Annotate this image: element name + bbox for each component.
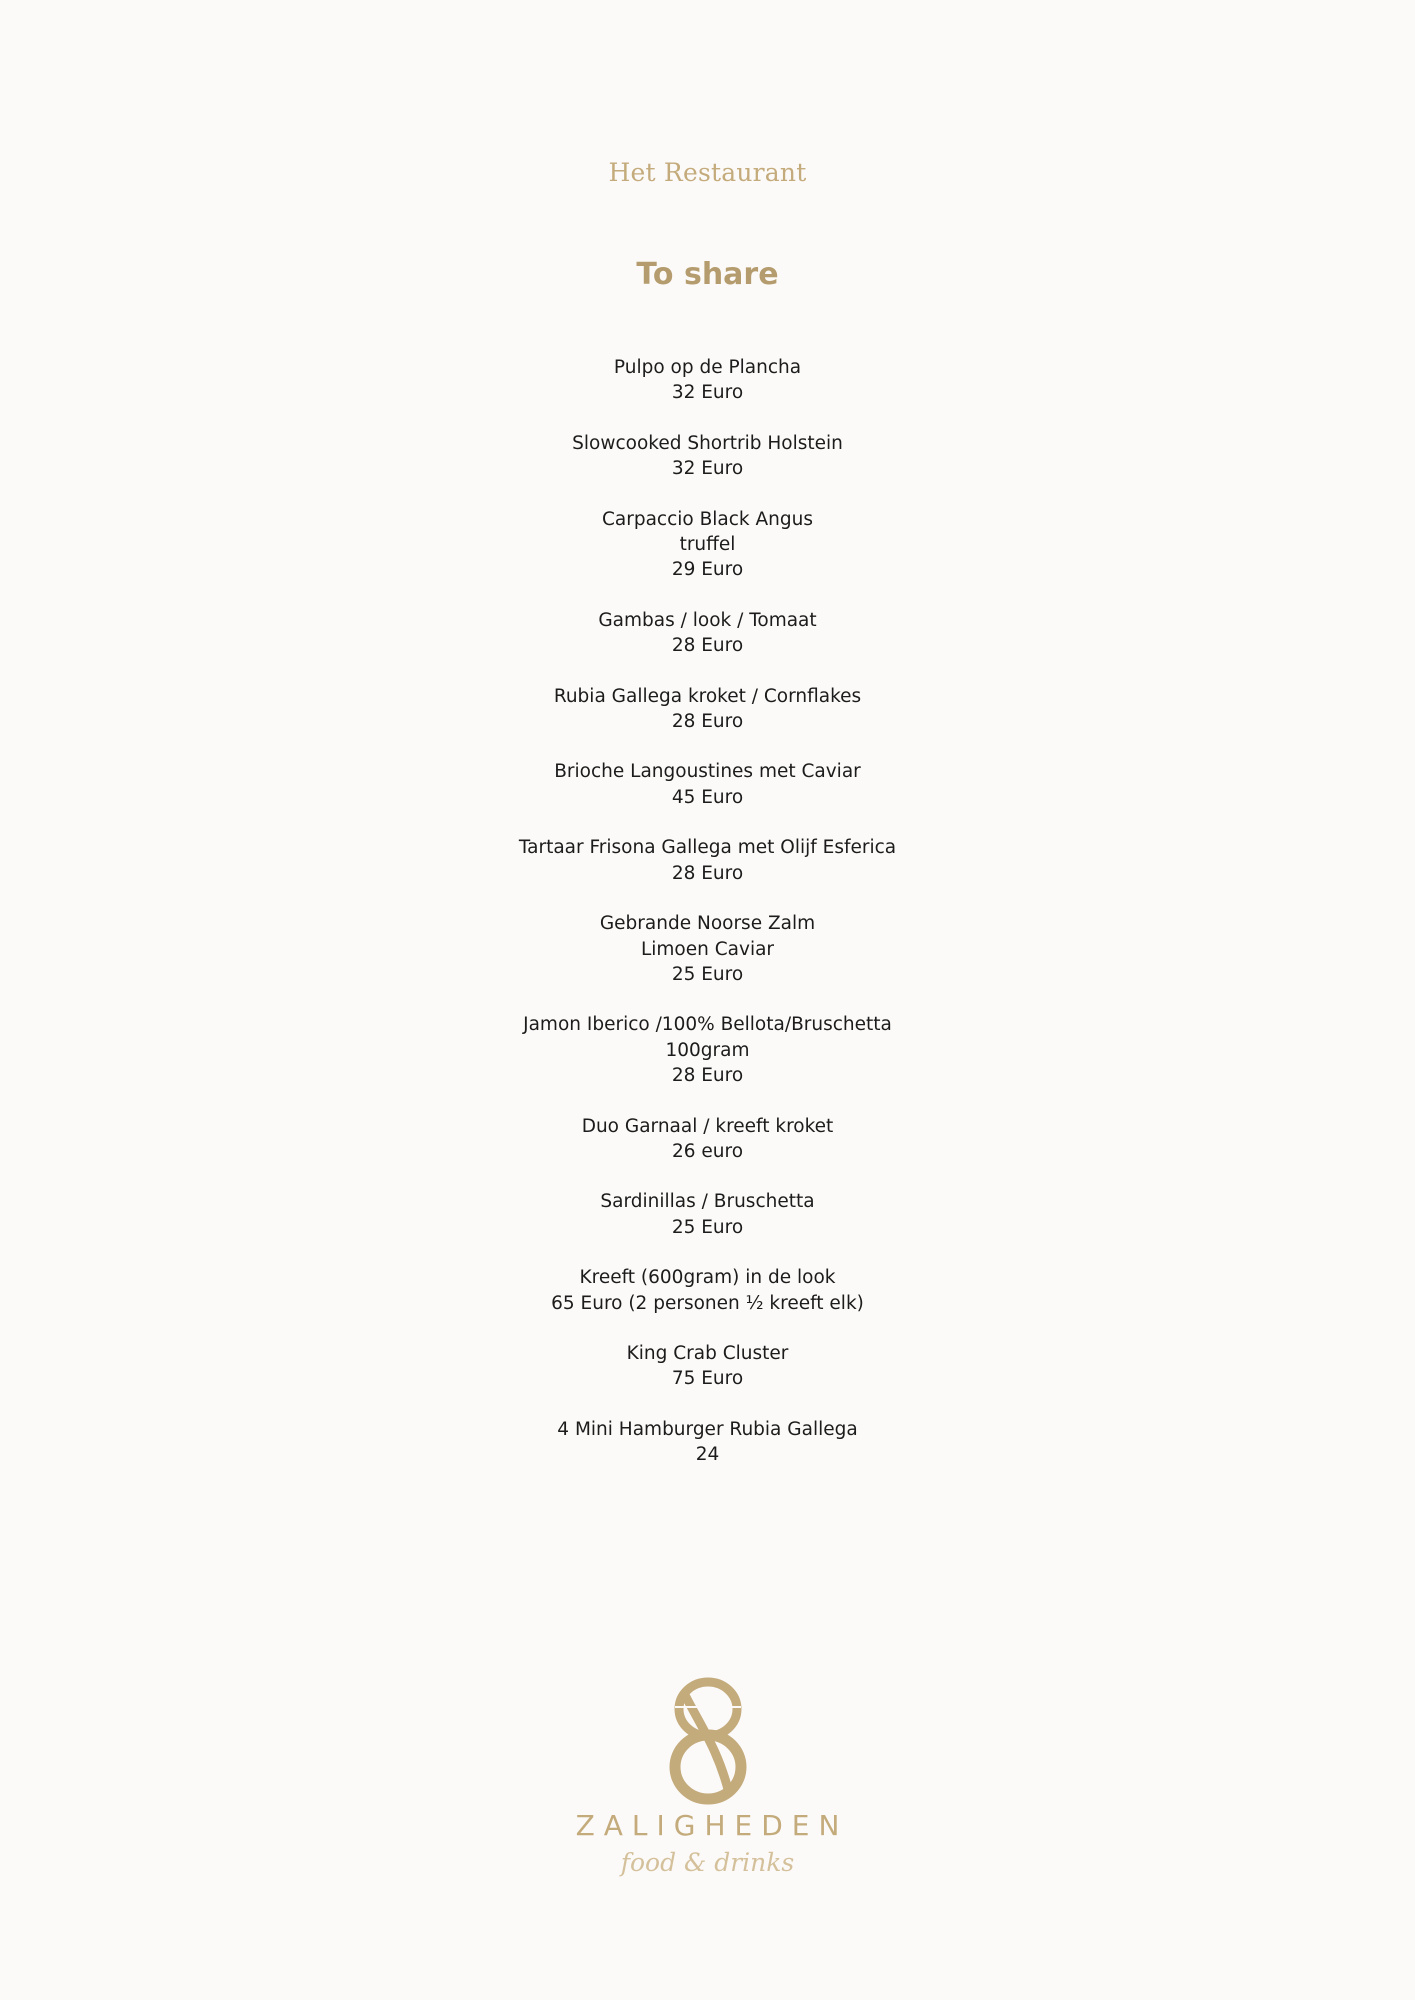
menu-item xyxy=(0,431,1415,482)
menu-item-price: 24 xyxy=(695,1444,720,1466)
menu-item xyxy=(0,911,1415,987)
menu-item-name: Jamon Iberico /100% Bellota/Bruschetta xyxy=(523,1014,892,1036)
section-title: To share xyxy=(636,257,779,292)
menu-item-name: Pulpo op de Plancha xyxy=(613,357,802,378)
menu-item-name: 4 Mini Hamburger Rubia Gallega xyxy=(557,1418,858,1440)
menu-item xyxy=(0,684,1415,735)
menu-item xyxy=(0,1012,1415,1088)
menu-item-name: Sardinillas / Bruschetta xyxy=(600,1191,815,1213)
menu-item xyxy=(0,1265,1415,1316)
menu-item-name: Kreeft (600gram) in de look xyxy=(579,1267,836,1289)
menu-item xyxy=(0,355,1415,406)
menu-item-price: 28 Euro xyxy=(671,1065,744,1087)
menu-list xyxy=(0,355,1415,1493)
menu-item xyxy=(0,507,1415,583)
menu-item-price: 28 Euro xyxy=(671,862,744,884)
menu-item xyxy=(0,759,1415,810)
menu-item-price: 26 euro xyxy=(671,1140,744,1162)
menu-item-price: 25 Euro xyxy=(671,1216,744,1238)
logo-eight-mark-icon xyxy=(663,1675,753,1805)
menu-item-name: Carpaccio Black Angus xyxy=(601,508,814,530)
zaligheden-logo xyxy=(0,1675,1415,1877)
menu-item xyxy=(0,1189,1415,1240)
page-header-title: Het Restaurant xyxy=(608,158,807,187)
menu-item xyxy=(0,1114,1415,1165)
menu-item-price: 75 Euro xyxy=(671,1368,744,1390)
menu-item-price: 45 Euro xyxy=(671,786,744,808)
menu-item-name: Slowcooked Shortrib Holstein xyxy=(572,432,843,454)
menu-item xyxy=(0,608,1415,659)
menu-item-price: 32 Euro xyxy=(671,382,744,404)
menu-item-name: Gebrande Noorse Zalm xyxy=(599,913,816,935)
menu-item-name: Brioche Langoustines met Caviar xyxy=(554,761,861,783)
menu-item-price: 25 Euro xyxy=(671,963,744,985)
logo-wordmark: ZALIGHEDEN xyxy=(575,1809,849,1842)
menu-item-description: Limoen Caviar xyxy=(640,938,775,960)
menu-item-price: 28 Euro xyxy=(671,711,744,733)
menu-item-price: 29 Euro xyxy=(671,559,744,581)
menu-item-price: 32 Euro xyxy=(671,458,744,480)
menu-item-name: King Crab Cluster xyxy=(626,1342,789,1364)
menu-item-description: truffel xyxy=(679,534,736,556)
menu-item-name: Duo Garnaal / kreeft kroket xyxy=(581,1115,834,1137)
menu-item xyxy=(0,1417,1415,1468)
menu-item-price: 65 Euro (2 personen ½ kreeft elk) xyxy=(551,1292,864,1314)
menu-item-name: Gambas / look / Tomaat xyxy=(598,609,817,631)
logo-tagline: food & drinks xyxy=(620,1848,795,1877)
menu-item xyxy=(0,835,1415,886)
menu-item-name: Rubia Gallega kroket / Cornflakes xyxy=(553,685,862,707)
menu-item-name: Tartaar Frisona Gallega met Olijf Esferica xyxy=(518,837,897,859)
menu-item-description: 100gram xyxy=(665,1039,750,1061)
menu-item-price: 28 Euro xyxy=(671,635,744,657)
menu-item xyxy=(0,1341,1415,1392)
